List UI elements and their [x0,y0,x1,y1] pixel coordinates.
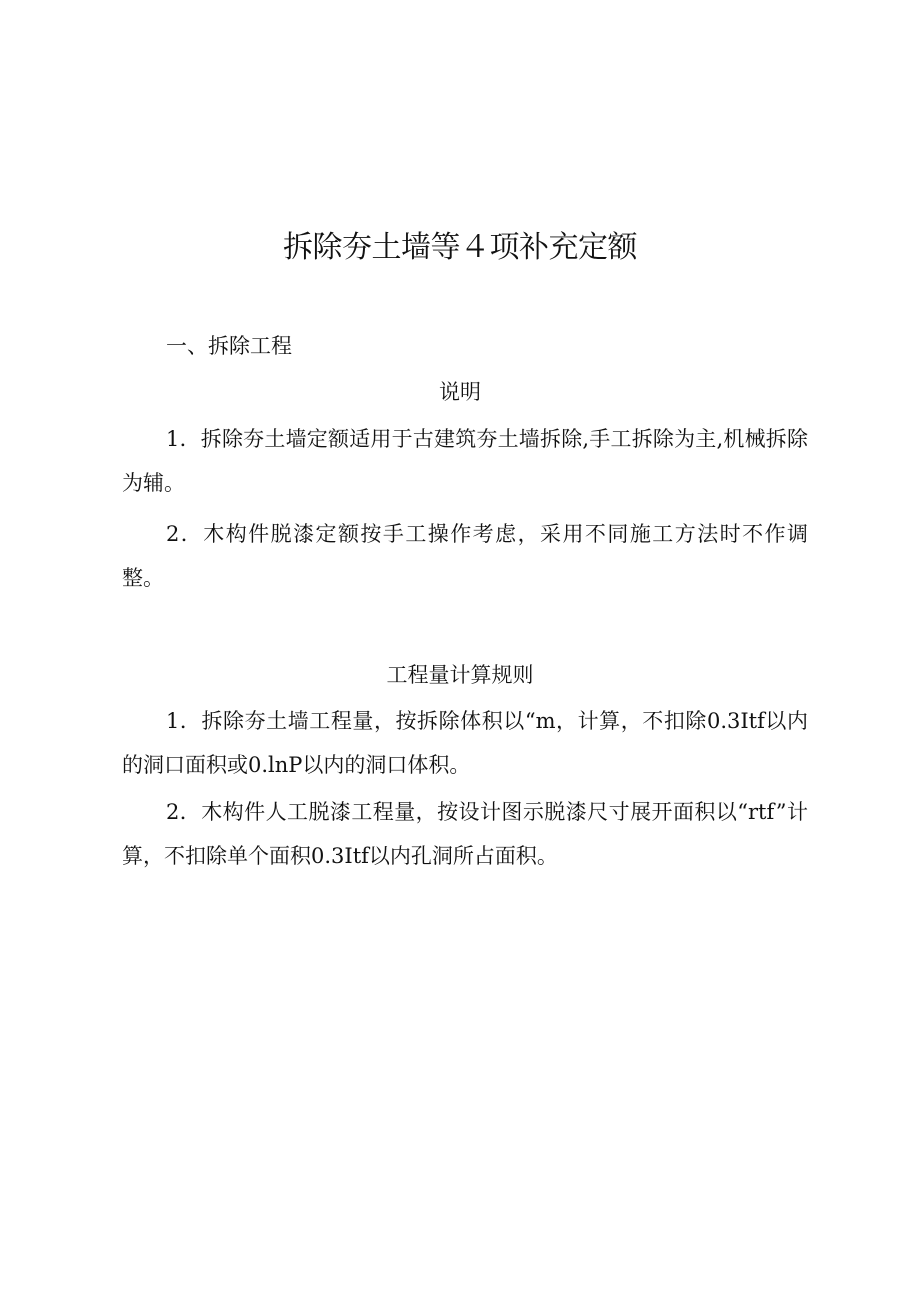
notes-item-1: 1．拆除夯土墙定额适用于古建筑夯土墙拆除,手工拆除为主,机械拆除为辅。 [122,427,808,495]
rules-heading: 工程量计算规则 [386,663,534,687]
notes-heading: 说明 [439,380,481,404]
notes-item-2: 2．木构件脱漆定额按手工操作考虑，采用不同施工方法时不作调整。 [122,522,808,590]
section-heading-demolition: 一、拆除工程 [166,334,292,358]
rules-item-2: 2．木构件人工脱漆工程量，按设计图示脱漆尺寸展开面积以“rtf”计算，不扣除单个面积0.3Itf以内孔洞所占面积。 [122,800,808,868]
document-title: 拆除夯土墙等４项补充定额 [283,230,637,265]
rules-item-1: 1．拆除夯土墙工程量，按拆除体积以“m，计算，不扣除0.3Itf以内的洞口面积或0.lnP以内的洞口体积。 [122,709,808,777]
